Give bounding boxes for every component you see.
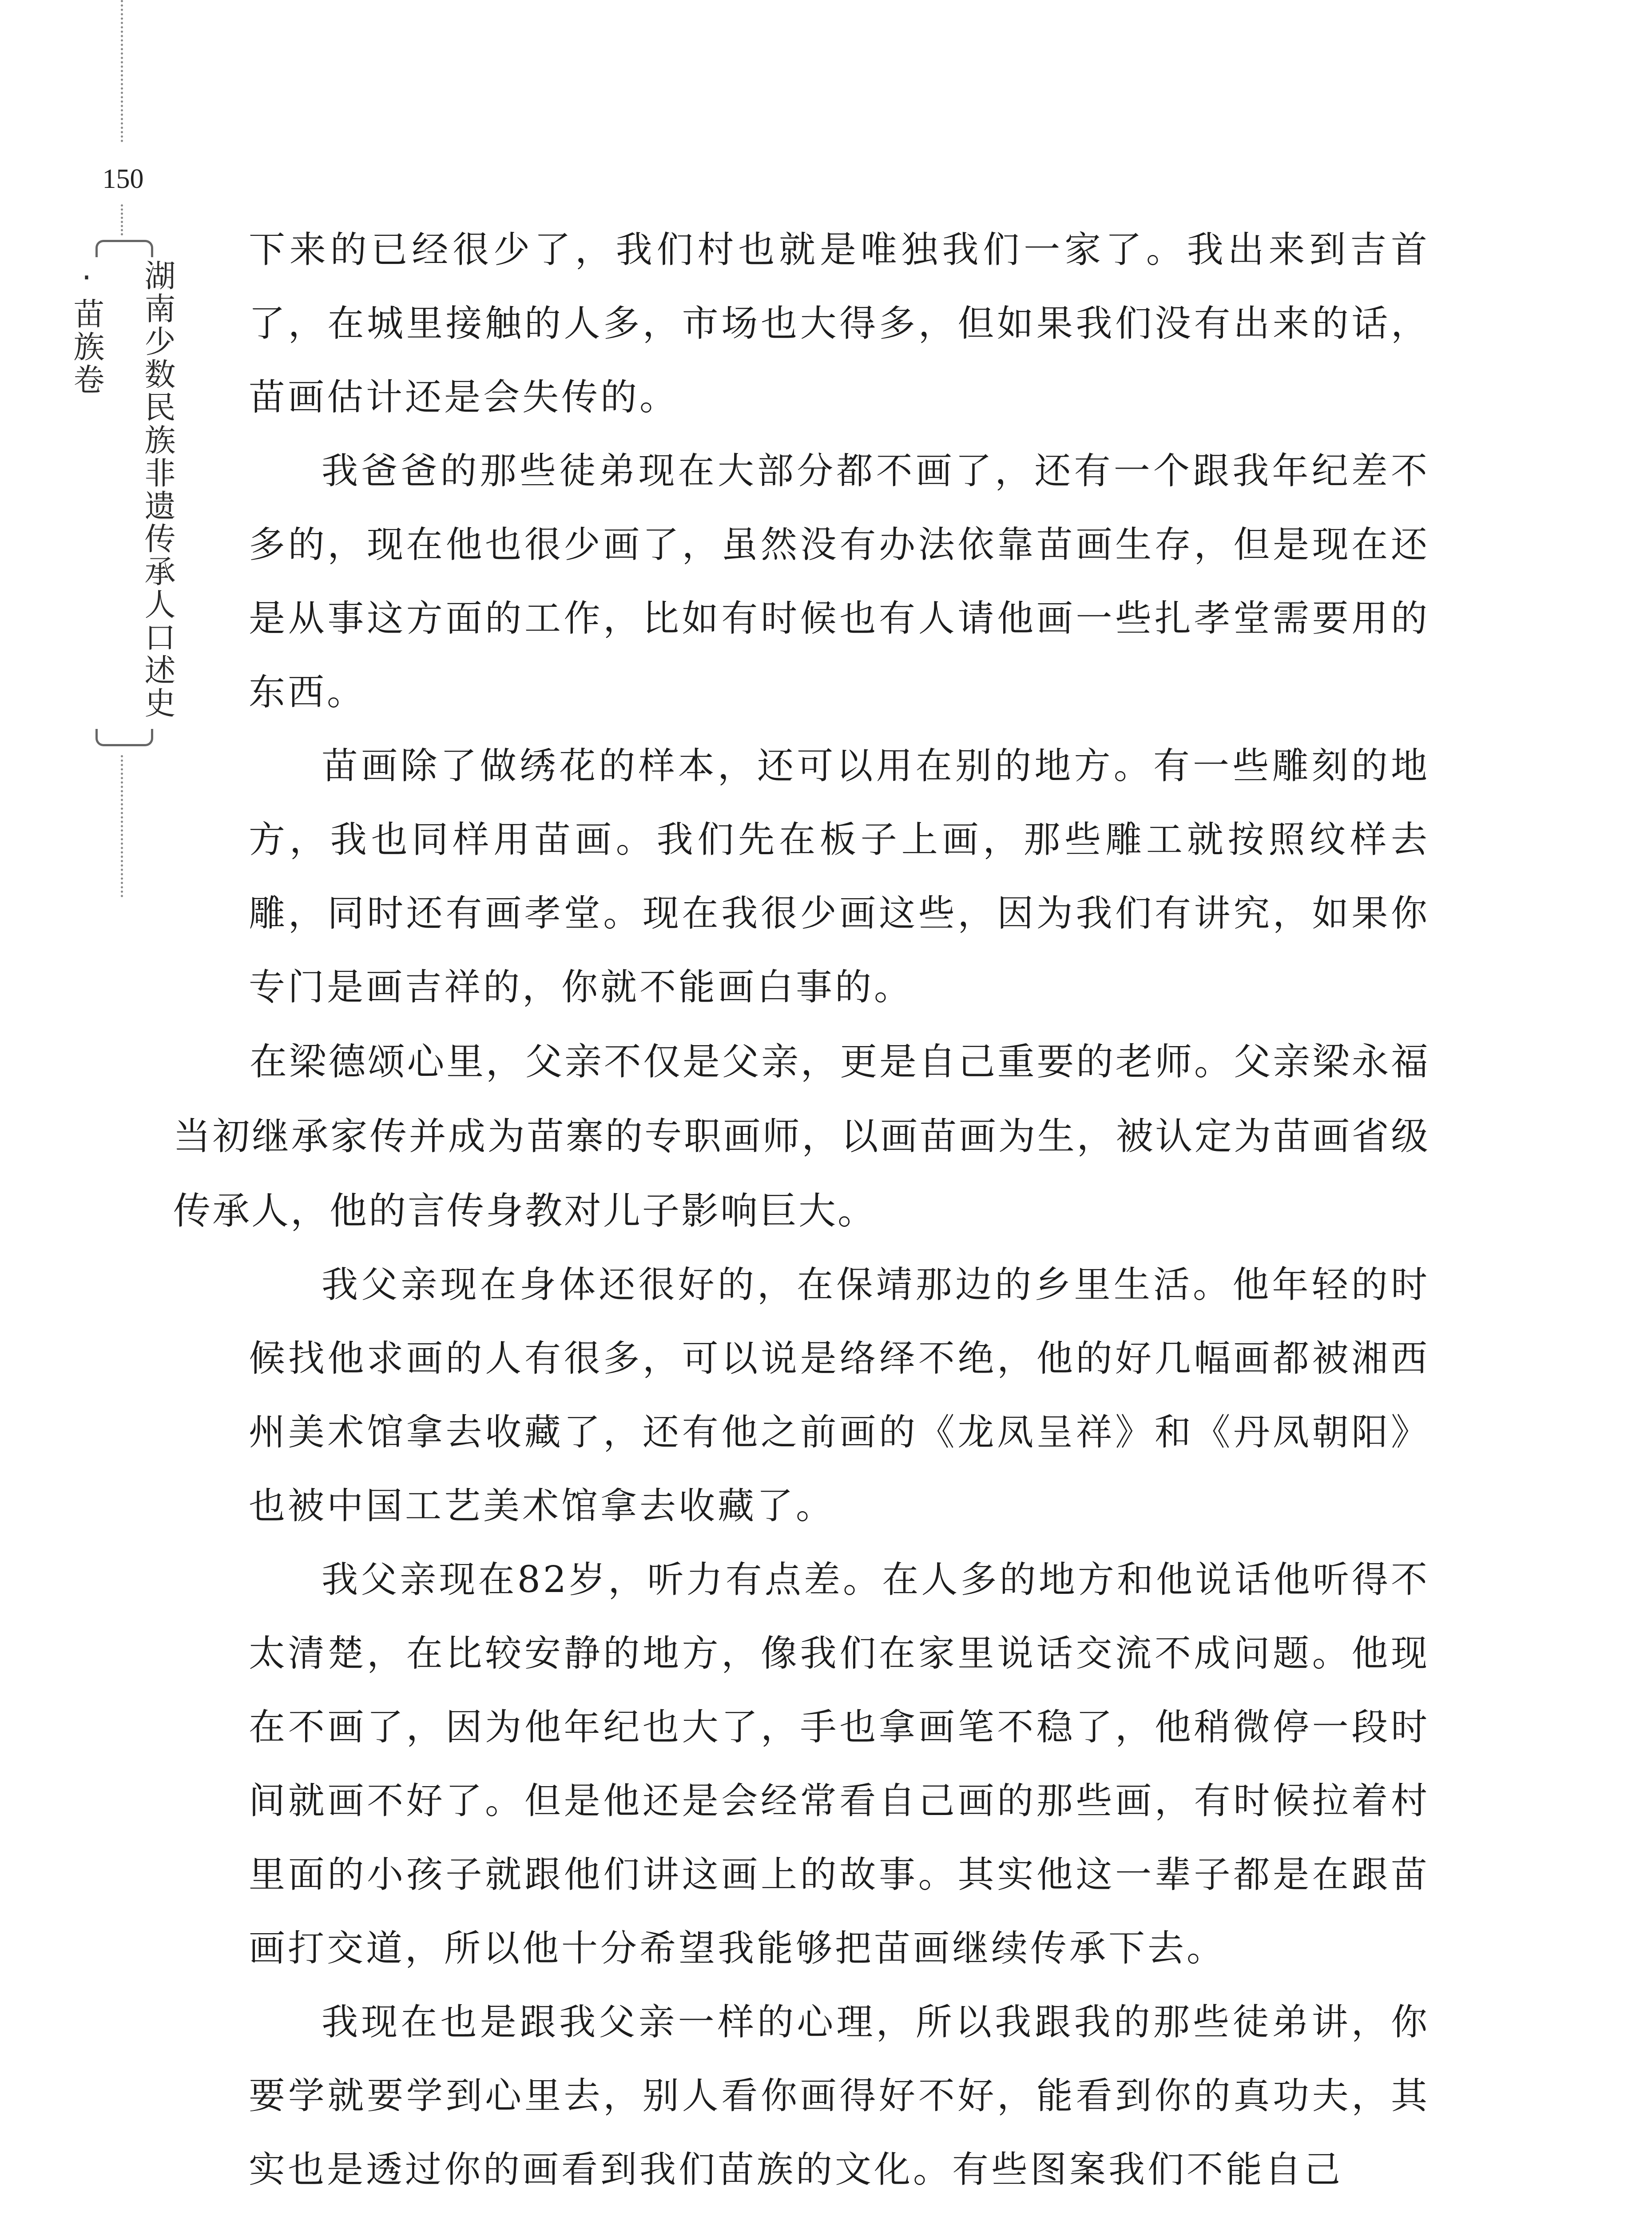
quote-paragraph-2: 我爸爸的那些徒弟现在大部分都不画了，还有一个跟我年纪差不多的，现在他也很少画了，虽然没有办法依靠苗画生存，但是现在还是从事这方面的工作，比如有时候也有人请他画一些扎孝堂需要用的东西。 xyxy=(249,450,1430,713)
quote-paragraph-1: 下来的已经很少了，我们村也就是唯独我们一家了。我出来到吉首了，在城里接触的人多，市场也大得多，但如果我们没有出来的话，苗画估计还是会失传的。 xyxy=(249,229,1430,418)
running-title-bracket-bottom xyxy=(95,729,153,746)
quote-paragraph-3: 苗画除了做绣花的样本，还可以用在别的地方。有一些雕刻的地方，我也同样用苗画。我们先在板子上画，那些雕工就按照纹样去雕，同时还有画孝堂。现在我很少画这些，因为我们有讲究，如果你专门是画吉祥的，你就不能画白事的。 xyxy=(249,745,1430,1008)
narration-paragraph: 在梁德颂心里，父亲不仅是父亲，更是自己重要的老师。父亲梁永福当初继承家传并成为苗寨的专职画师，以画苗画为生，被认定为苗画省级传承人，他的言传身教对儿子影响巨大。 xyxy=(173,1040,1430,1233)
page-number: 150 xyxy=(102,164,144,194)
quote-paragraph-5: 我父亲现在82岁，听力有点差。在人多的地方和他说话他听得不太清楚，在比较安静的地方，像我们在家里说话交流不成问题。他现在不画了，因为他年纪也大了，手也拿画笔不稳了，他稍微停一段时间就画不好了。但是他还是会经常看自己画的那些画，有时候拉着村里面的小孩子就跟他们讲这画上的故事。其实他这一辈子都是在跟苗画打交道，所以他十分希望我能够把苗画继续传承下去。 xyxy=(249,1559,1430,1970)
margin-dotted-rule-top xyxy=(121,0,123,142)
running-title xyxy=(68,240,176,746)
margin-dotted-rule-middle xyxy=(121,204,123,235)
running-title-bracket-top xyxy=(95,240,153,257)
margin-dotted-rule-bottom xyxy=(121,755,123,897)
running-title-text: 湖南少数民族非遗传承人口述史·苗族卷 xyxy=(68,259,176,720)
body-text xyxy=(173,213,1430,2207)
quote-paragraph-4: 我父亲现在身体还很好的，在保靖那边的乡里生活。他年轻的时候找他求画的人有很多，可以说是络绎不绝，他的好几幅画都被湘西州美术馆拿去收藏了，还有他之前画的《龙凤呈祥》和《丹凤朝阳》也被中国工艺美术馆拿去收藏了。 xyxy=(249,1264,1430,1527)
quote-paragraph-6: 我现在也是跟我父亲一样的心理，所以我跟我的那些徒弟讲，你要学就要学到心里去，别人看你画得好不好，能看到你的真功夫，其实也是透过你的画看到我们苗族的文化。有些图案我们不能自己 xyxy=(249,2001,1430,2191)
